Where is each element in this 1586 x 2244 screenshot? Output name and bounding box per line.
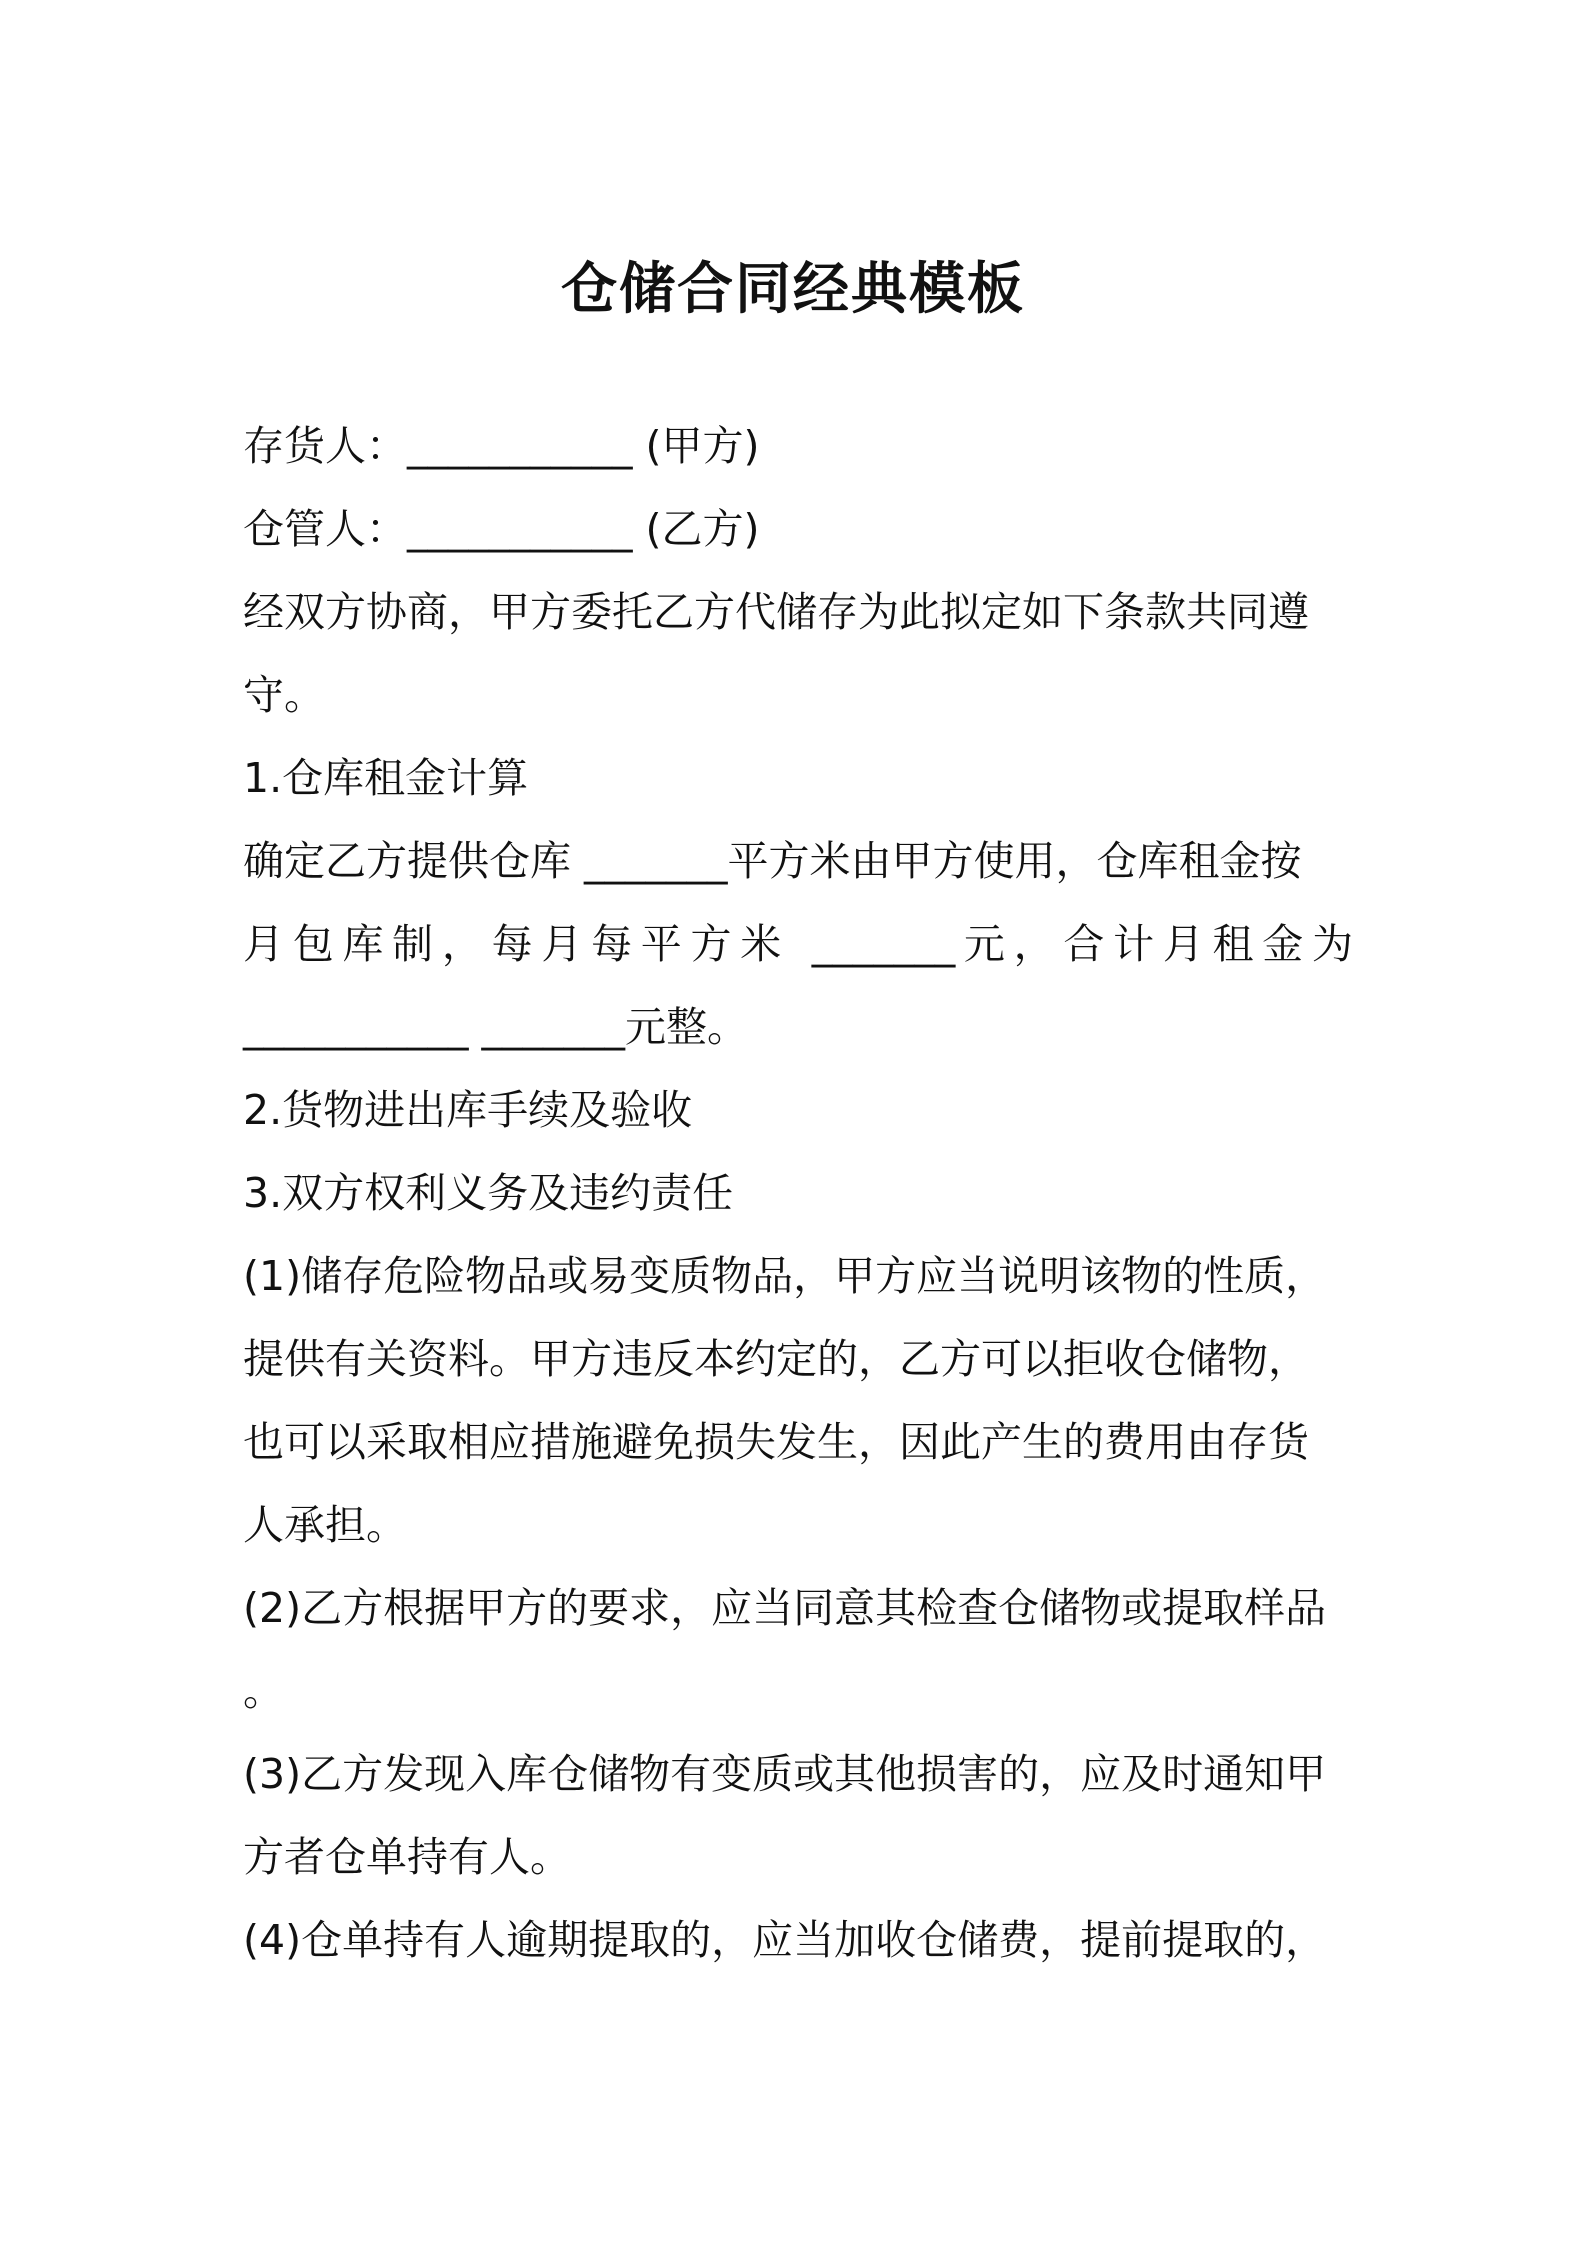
clause-line: (4)仓单持有人逾期提取的，应当加收仓储费，提前提取的， xyxy=(243,1916,1327,1964)
clause-line: 方者仓单持有人。 xyxy=(243,1833,571,1881)
preamble-line: 经双方协商，甲方委托乙方代储存为此拟定如下条款共同遵 xyxy=(243,588,1309,636)
section-heading: 1.仓库租金计算 xyxy=(243,754,529,802)
depositor-line: 存货人：___________ (甲方) xyxy=(243,422,760,470)
clause-line: 。 xyxy=(243,1667,284,1715)
clause-line: 也可以采取相应措施避免损失发生，因此产生的费用由存货 xyxy=(243,1418,1309,1466)
clause-line: (2)乙方根据甲方的要求，应当同意其检查仓储物或提取样品 xyxy=(243,1584,1327,1632)
warehouse-keeper-line: 仓管人：___________ (乙方) xyxy=(243,505,760,553)
paragraph-line: ___________ _______元整。 xyxy=(243,1003,749,1051)
clause-line: (1)储存危险物品或易变质物品，甲方应当说明该物的性质， xyxy=(243,1252,1327,1300)
section-heading: 3.双方权利义务及违约责任 xyxy=(243,1169,734,1217)
clause-line: 人承担。 xyxy=(243,1501,407,1549)
clause-line: (3)乙方发现入库仓储物有变质或其他损害的，应及时通知甲 xyxy=(243,1750,1327,1798)
preamble-line: 守。 xyxy=(243,671,325,719)
clause-line: 提供有关资料。甲方违反本约定的，乙方可以拒收仓储物， xyxy=(243,1335,1309,1383)
paragraph-line: 确定乙方提供仓库 _______平方米由甲方使用，仓库租金按 xyxy=(243,837,1302,885)
paragraph-line: 月包库制，每月每平方米 _______元，合计月租金为 xyxy=(243,920,1353,968)
document-body xyxy=(243,405,1353,1982)
section-heading: 2.货物进出库手续及验收 xyxy=(243,1086,693,1134)
document-title: 仓储合同经典模板 xyxy=(561,257,1025,322)
